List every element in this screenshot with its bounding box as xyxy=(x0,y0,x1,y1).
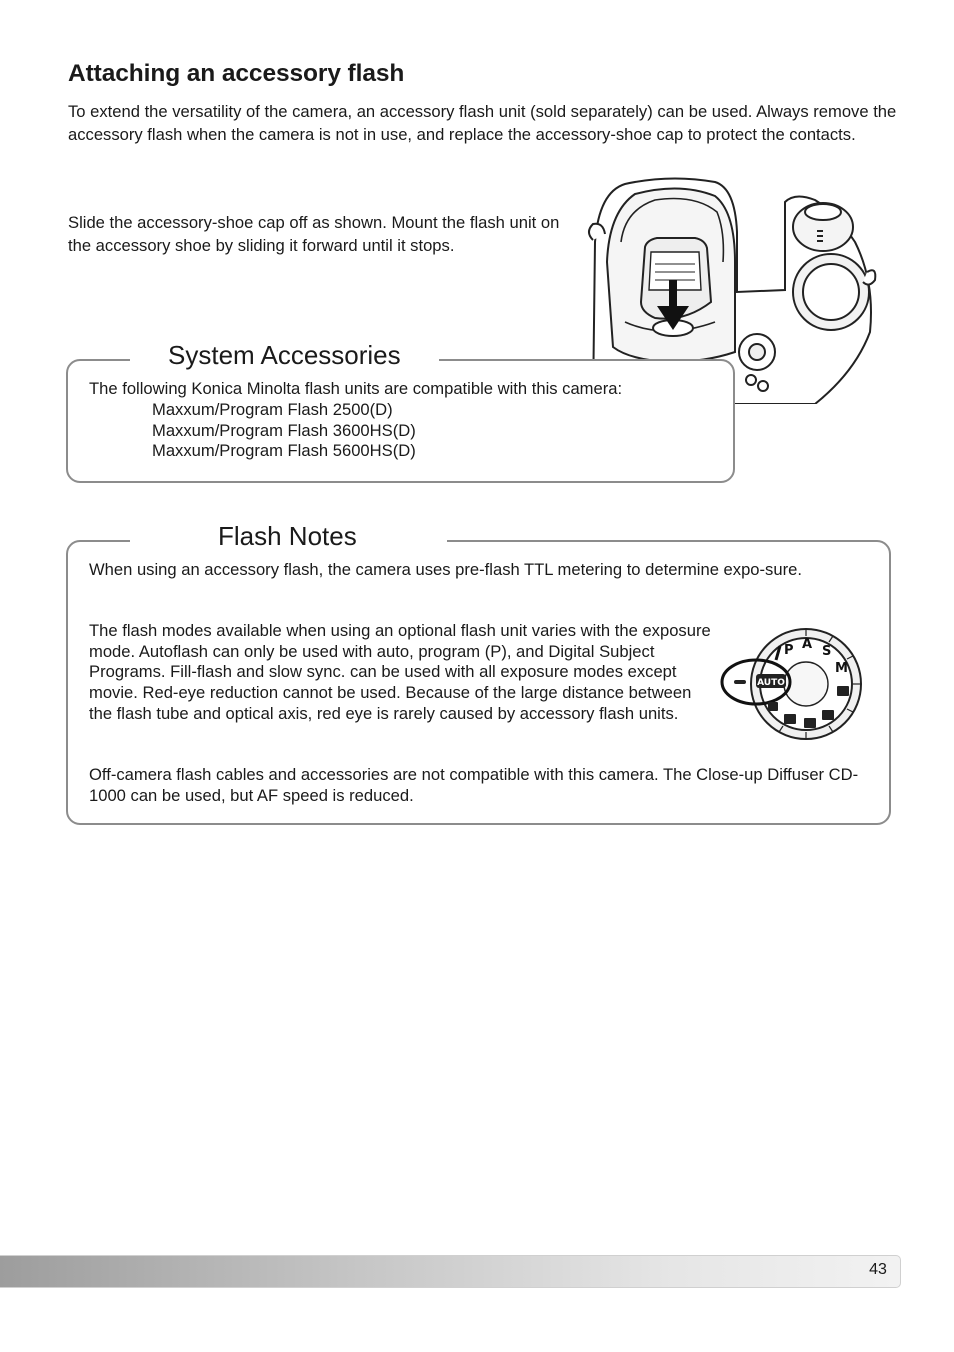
intro-paragraph: To extend the versatility of the camera, an accessory flash unit (sold separately) can be used. Always remove the accessory flash when the camera is not in use, and replace the accessory-shoe cap to protect the contacts. xyxy=(68,102,897,144)
flash-unit-list xyxy=(152,400,416,462)
mount-instruction: Slide the accessory-shoe cap off as shown. Mount the flash unit on the accessory shoe by sliding it forward until it stops. xyxy=(68,213,560,256)
dial-auto-label: AUTO xyxy=(757,678,785,688)
page-title: Attaching an accessory flash xyxy=(68,60,405,87)
flash-notes-title: Flash Notes xyxy=(130,521,447,551)
list-item: Maxxum/Program Flash 2500(D) xyxy=(152,400,393,419)
flash-notes-paragraph-2: The flash modes available when using an optional flash unit varies with the exposure mode. Autoflash can only be used with auto, program (P), and Digital Subject Programs. Fill-flash and slow sync. can be used with all exposure modes except movie. Red-eye reduction cannot be used. Because of the large distance between the flash tube and optical axis, red eye is rarely caused by accessory flash units. xyxy=(89,621,711,723)
system-accessories-title: System Accessories xyxy=(130,340,439,370)
dial-a-label: A xyxy=(802,637,813,652)
list-item: Maxxum/Program Flash 3600HS(D) xyxy=(152,420,416,440)
system-accessories-lead: The following Konica Minolta flash units are compatible with this camera: xyxy=(89,379,623,398)
flash-notes-paragraph-3: Off-camera flash cables and accessories are not compatible with this camera. The Close-up Diffuser CD-1000 can be used, but AF speed is reduced. xyxy=(89,765,859,806)
flash-notes-paragraph-1: When using an accessory flash, the camera uses pre-flash TTL metering to determine expo-sure. xyxy=(89,560,802,579)
exposure-mode-dial-illustration xyxy=(718,624,866,740)
dial-s-label: S xyxy=(822,644,832,659)
dial-m-label: M xyxy=(835,661,848,676)
footer-bar xyxy=(0,1255,901,1288)
dial-p-label: P xyxy=(784,643,794,658)
list-item: Maxxum/Program Flash 5600HS(D) xyxy=(152,441,416,461)
page-number: 43 xyxy=(869,1261,887,1278)
